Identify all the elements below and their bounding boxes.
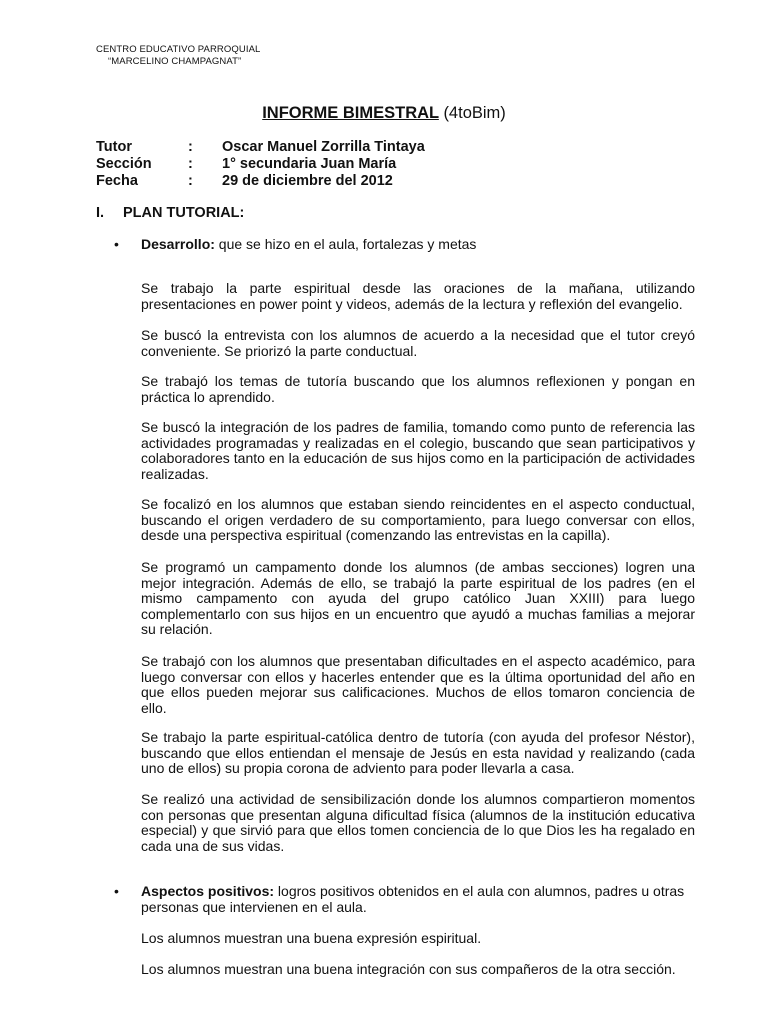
- paragraph: Se trabajó con los alumnos que presentaban dificultades en el aspecto académico, para luego conversar con ellos y hacerles entender que es la última oportunidad del año en que ellos pueden mejorar sus calificaciones. Muchos de ellos tomaron conciencia de ello.: [141, 653, 695, 716]
- bullet-label: Aspectos positivos:: [141, 883, 275, 899]
- bullet-text: logros positivos obtenidos en el aula con alumnos, padres u otras personas que intervienen en el aula.: [141, 883, 685, 915]
- section-heading: [96, 205, 244, 221]
- meta-separator: :: [188, 156, 193, 172]
- institution-subname: “MARCELINO CHAMPAGNAT”: [108, 56, 242, 67]
- paragraph: Se trabajó los temas de tutoría buscando que los alumnos reflexionen y pongan en práctica lo aprendido.: [141, 373, 695, 405]
- bullet-content: [141, 883, 696, 915]
- section-number: I.: [96, 205, 105, 221]
- paragraph: Se focalizó en los alumnos que estaban siendo reincidentes en el aspecto conductual, buscando el origen verdadero de su comportamiento, para luego conversar con ellos, desde una perspectiva espiritual (comenzando las entrevistas en la capilla).: [141, 496, 695, 544]
- report-meta: [96, 139, 425, 190]
- paragraph: Se trabajo la parte espiritual-católica dentro de tutoría (con ayuda del profesor Néstor), buscando que ellos entiendan el mensaje de Jesús en esta navidad y realizando (cada uno de ellos) su propia corona de adviento para poder llevarla a casa.: [141, 729, 695, 777]
- bullet-label: Desarrollo:: [141, 236, 215, 252]
- report-title-main: INFORME BIMESTRAL: [262, 104, 439, 122]
- meta-separator: :: [188, 139, 193, 155]
- bullet-dot-icon: •: [114, 236, 119, 252]
- paragraph: Se realizó una actividad de sensibilización donde los alumnos compartieron momentos con personas que presentan alguna dificultad física (alumnos de la institución educativa especial) y que sirvió para que ellos tomen conciencia de lo que Dios les ha regalado en cada una de sus vidas.: [141, 791, 695, 854]
- bullet-dot-icon: •: [114, 883, 119, 899]
- report-title: [0, 104, 768, 123]
- paragraph: Se programó un campamento donde los alumnos (de ambas secciones) logren una mejor integración. Además de ello, se trabajó la parte espiritual de los padres (en el mismo campamento con ayuda del grupo católico Juan XXIII) para luego complementarlo con sus hijos en un encuentro que ayudó a muchas familias a mejorar su relación.: [141, 559, 695, 638]
- meta-row-tutor: [96, 139, 425, 156]
- institution-name: CENTRO EDUCATIVO PARROQUIAL: [96, 44, 261, 55]
- meta-value: 1° secundaria Juan María: [222, 156, 397, 172]
- paragraph: Se buscó la entrevista con los alumnos de acuerdo a la necesidad que el tutor creyó conveniente. Se priorizó la parte conductual.: [141, 327, 695, 359]
- meta-separator: :: [188, 173, 193, 189]
- meta-value: 29 de diciembre del 2012: [222, 173, 393, 189]
- positive-item: Los alumnos muestran una buena expresión espiritual.: [141, 930, 482, 946]
- positive-item: Los alumnos muestran una buena integración con sus compañeros de la otra sección.: [141, 961, 676, 977]
- section-title: PLAN TUTORIAL:: [123, 205, 245, 221]
- meta-label: Sección: [96, 156, 152, 172]
- meta-value: Oscar Manuel Zorrilla Tintaya: [222, 139, 425, 155]
- report-title-period: (4toBim): [443, 104, 506, 122]
- paragraph: Se buscó la integración de los padres de familia, tomando como punto de referencia las actividades programadas y realizadas en el colegio, buscando que sean participativos y colaboradores tanto en la educación de sus hijos como en la participación de actividades realizadas.: [141, 419, 695, 482]
- bullet-desarrollo: [114, 236, 476, 252]
- bullet-aspectos-positivos: [114, 883, 685, 915]
- meta-label: Fecha: [96, 173, 138, 189]
- paragraph: Se trabajo la parte espiritual desde las oraciones de la mañana, utilizando presentaciones en power point y videos, además de la lectura y reflexión del evangelio.: [141, 280, 695, 312]
- meta-row-section: [96, 156, 425, 173]
- meta-label: Tutor: [96, 139, 132, 155]
- institution-header: [96, 44, 260, 68]
- meta-row-date: [96, 173, 425, 190]
- bullet-text: que se hizo en el aula, fortalezas y metas: [214, 236, 477, 252]
